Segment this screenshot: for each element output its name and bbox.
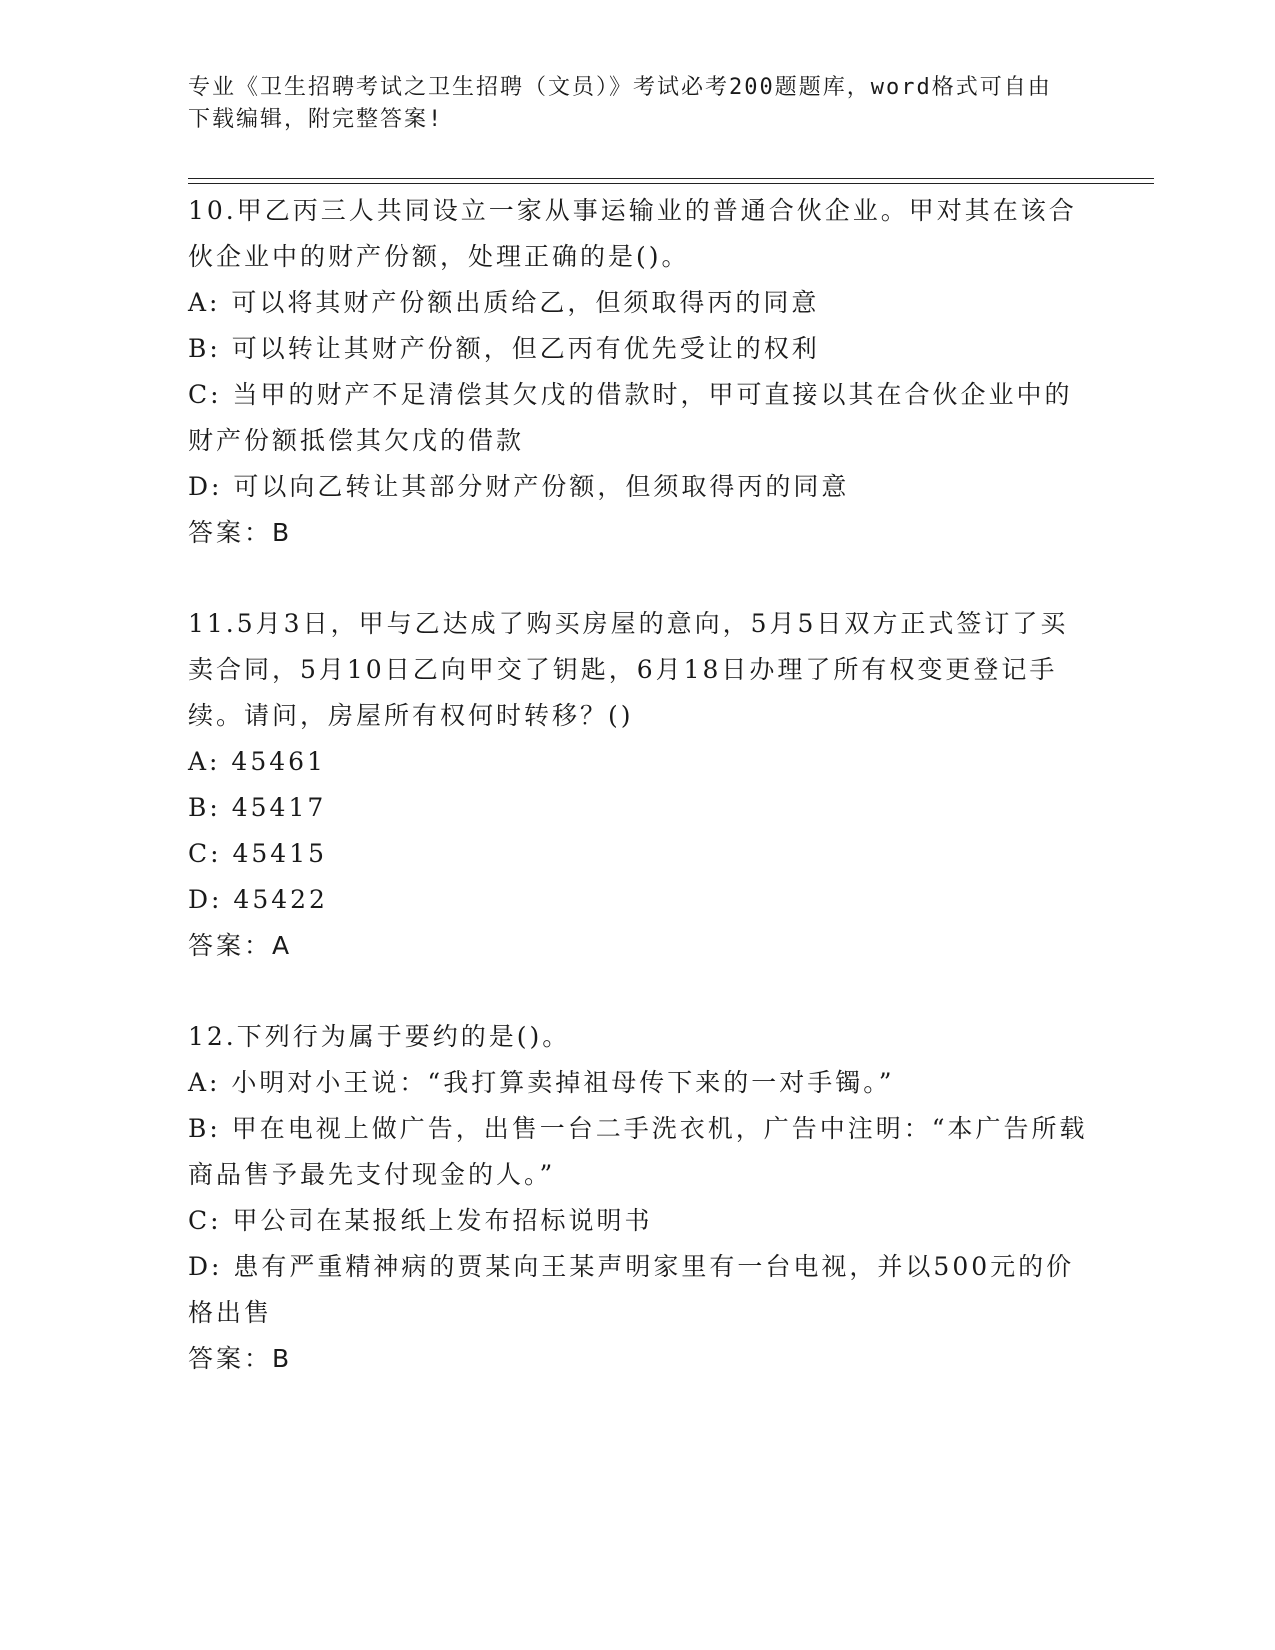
answer-line: 答案：B bbox=[188, 1344, 293, 1373]
question-spacer bbox=[188, 556, 1088, 601]
header-divider-top bbox=[188, 178, 1154, 179]
option-d: D: 45422 bbox=[188, 885, 328, 914]
question-10 bbox=[188, 188, 1088, 556]
question-list bbox=[188, 188, 1088, 1382]
option-b: B: 45417 bbox=[188, 793, 327, 822]
answer-line: 答案：A bbox=[188, 931, 293, 960]
question-stem: 11.5月3日，甲与乙达成了购买房屋的意向，5月5日双方正式签订了买卖合同，5月10日乙向甲交了钥匙，6月18日办理了所有权变更登记手续。请问，房屋所有权何时转移？() bbox=[188, 609, 1069, 730]
answer-line: 答案：B bbox=[188, 518, 293, 547]
option-c: C: 当甲的财产不足清偿其欠戊的借款时，甲可直接以其在合伙企业中的财产份额抵偿其欠戊的借款 bbox=[188, 380, 1073, 455]
option-c: C: 甲公司在某报纸上发布招标说明书 bbox=[188, 1206, 653, 1235]
document-header: 专业《卫生招聘考试之卫生招聘（文员）》考试必考200题题库，word格式可自由下载编辑，附完整答案! bbox=[188, 75, 1052, 132]
option-a: A: 可以将其财产份额出质给乙，但须取得丙的同意 bbox=[188, 288, 820, 317]
header-divider-bottom bbox=[188, 183, 1154, 184]
question-spacer bbox=[188, 969, 1088, 1014]
option-a: A: 45461 bbox=[188, 747, 326, 776]
question-stem: 10.甲乙丙三人共同设立一家从事运输业的普通合伙企业。甲对其在该合伙企业中的财产份额，处理正确的是()。 bbox=[188, 196, 1077, 271]
option-a: A: 小明对小王说：“我打算卖掉祖母传下来的一对手镯。” bbox=[188, 1068, 895, 1097]
option-b: B: 可以转让其财产份额，但乙丙有优先受让的权利 bbox=[188, 334, 820, 363]
option-d: D: 可以向乙转让其部分财产份额，但须取得丙的同意 bbox=[188, 472, 850, 501]
option-d: D: 患有严重精神病的贾某向王某声明家里有一台电视，并以500元的价格出售 bbox=[188, 1252, 1075, 1327]
question-12 bbox=[188, 1014, 1088, 1382]
option-c: C: 45415 bbox=[188, 839, 328, 868]
question-11 bbox=[188, 601, 1088, 969]
option-b: B: 甲在电视上做广告，出售一台二手洗衣机，广告中注明：“本广告所载商品售予最先支付现金的人。” bbox=[188, 1114, 1088, 1189]
question-stem: 12.下列行为属于要约的是()。 bbox=[188, 1022, 571, 1051]
